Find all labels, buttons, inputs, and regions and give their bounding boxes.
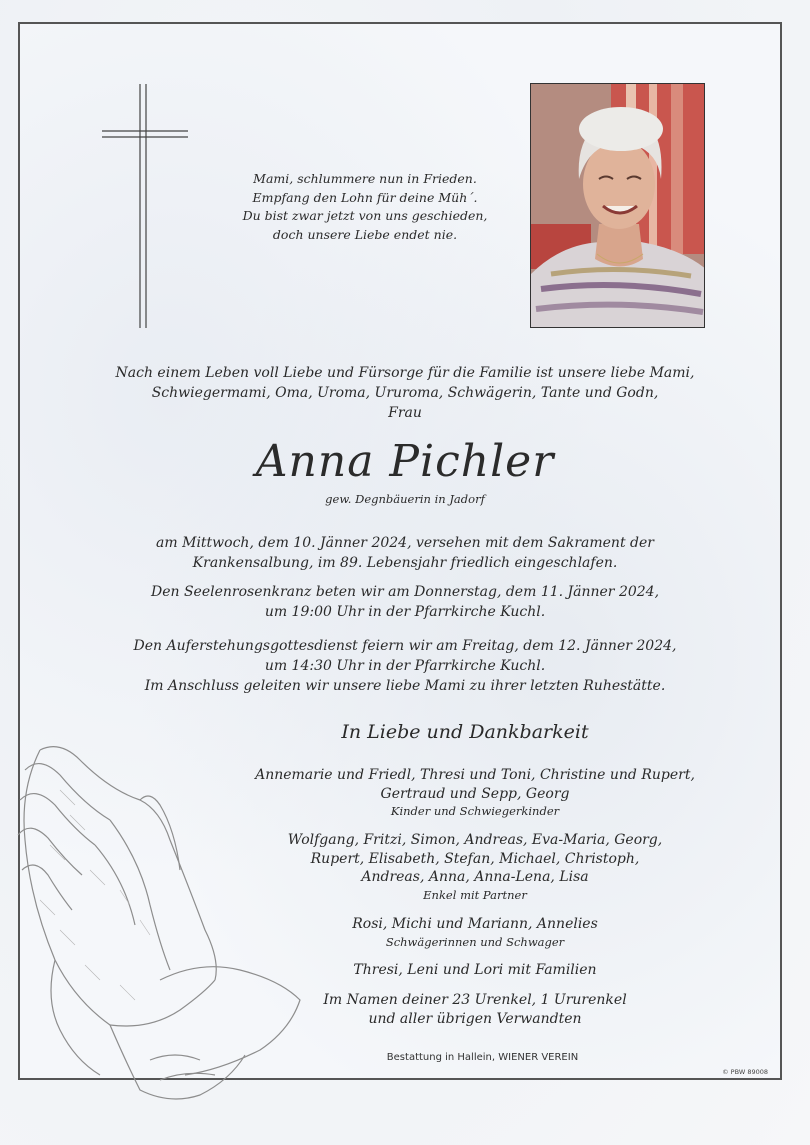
rosary-line: Den Seelenrosenkranz beten wir am Donnerstag, dem 11. Jänner 2024, [150,584,660,600]
family-line: Gertraud und Sepp, Georg [380,785,570,802]
family-line: Thresi, Leni und Lori mit Familien [353,962,597,978]
portrait-illustration [531,84,705,328]
intro-line: Nach einem Leben voll Liebe und Fürsorge für die Familie ist unsere liebe Mami, [115,365,695,381]
service-line: um 14:30 Uhr in der Pfarrkirche Kuchl. [264,658,546,674]
family-great-grandchildren [240,991,710,1028]
poem-line: Empfang den Lohn für deine Müh´. [252,189,478,205]
intro-text [60,363,750,423]
family-line: Annemarie und Friedl, Thresi und Toni, Christine und Rupert, [255,767,695,783]
family-line: Wolfgang, Fritzi, Simon, Andreas, Eva-Maria, Georg, [287,832,663,848]
intro-line: Schwiegermami, Oma, Uroma, Ururoma, Schwägerin, Tante und Godn, [151,385,659,401]
death-line: Krankensalbung, im 89. Lebensjahr friedlich eingeschlafen. [192,555,618,571]
family-line: Andreas, Anna, Anna-Lena, Lisa [361,869,589,885]
service-announcement [60,636,750,696]
family-line: Rupert, Elisabeth, Stefan, Michael, Christoph, [310,850,640,867]
rosary-announcement [60,582,750,622]
copyright-mark: © PBW 89008 [722,1068,768,1076]
service-line: Im Anschluss geleiten wir unsere liebe Mami zu ihrer letzten Ruhestätte. [144,678,666,694]
family-others [240,961,710,980]
family-siblings-in-law [240,915,710,950]
death-announcement [60,533,750,573]
family-line: Im Namen deiner 23 Urenkel, 1 Ururenkel [323,992,627,1008]
family-role: Schwägerinnen und Schwager [385,934,565,949]
family-role: Kinder und Schwiegerkinder [390,804,560,818]
family-line: Rosi, Michi und Mariann, Annelies [352,916,598,932]
cross-icon [102,84,188,328]
deceased-origin: gew. Degnbäuerin in Jadorf [325,492,485,506]
family-grandchildren [240,831,710,903]
death-line: am Mittwoch, dem 10. Jänner 2024, versehen mit dem Sakrament der [156,535,654,551]
thanks-heading: In Liebe und Dankbarkeit [341,721,589,743]
poem-line: Mami, schlummere nun in Frieden. [253,171,477,186]
family-line: und aller übrigen Verwandten [368,1010,582,1027]
funeral-home-credit: Bestattung in Hallein, WIENER VEREIN [386,1052,579,1063]
family-role: Enkel mit Partner [423,887,527,902]
intro-line: Frau [388,405,422,421]
rosary-line: um 19:00 Uhr in der Pfarrkirche Kuchl. [264,604,546,620]
family-children [240,766,710,819]
service-line: Den Auferstehungsgottesdienst feiern wir am Freitag, dem 12. Jänner 2024, [133,638,677,654]
poem-line: doch unsere Liebe endet nie. [272,226,458,242]
portrait-photo [530,83,705,328]
memorial-poem [225,170,505,244]
poem-line: Du bist zwar jetzt von uns geschieden, [242,208,488,223]
deceased-name: Anna Pichler [255,436,555,487]
